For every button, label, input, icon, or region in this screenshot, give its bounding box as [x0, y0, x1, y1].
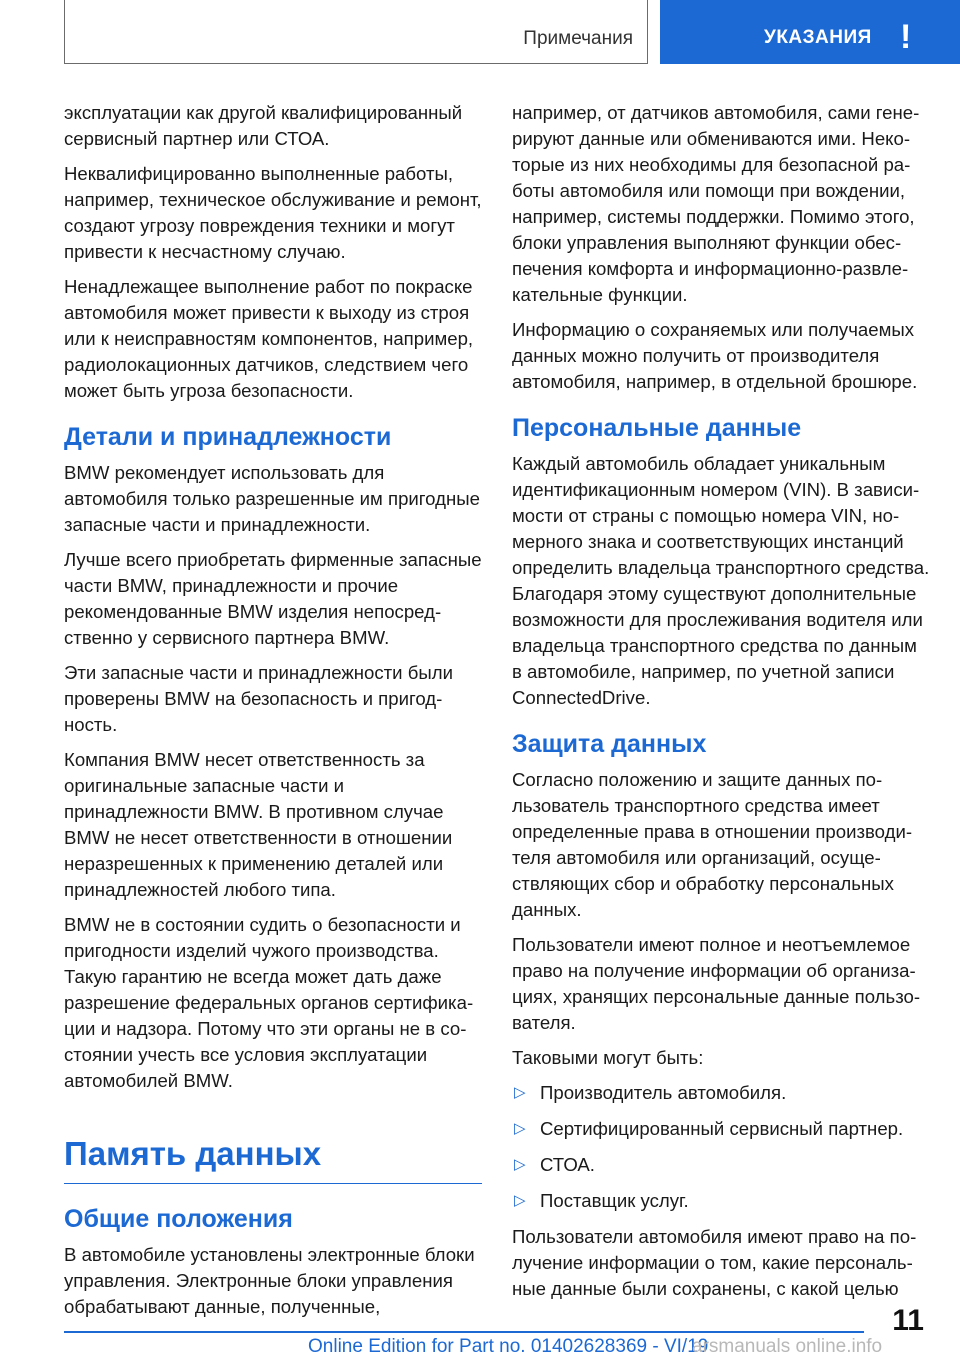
paragraph: В автомобиле установлены электронные блоки управления. Электронные блоки управления обрабатывают данные, полученные,	[64, 1244, 475, 1317]
watermark-text: arsmanuals online.info	[692, 1336, 883, 1357]
right-column	[512, 100, 930, 1311]
page-number: 11	[892, 1304, 924, 1337]
paragraph: Эти запасные части и принадлежности были проверены BMW на безопасность и пригодность.	[64, 662, 453, 735]
paragraph: например, от датчиков автомобиля, сами генерируют данные или обмениваются ими. Некоторые из них необходимы для безопасной работы автомобиля или помощи при вождении, например, системы поддержки. Помимо этого, блоки управления выполняют функции обеспечения комфорта и информационно-развлекательные функции.	[512, 102, 920, 305]
paragraph: Компания BMW несет ответственность за оригинальные запасные части и принадлежности BMW. В противном случае BMW не несет ответственности в отношении неразрешенных к применению деталей или принадлежностей любого типа.	[64, 749, 453, 900]
paragraph: Согласно положению и защите данных пользователь транспортного средства имеет определенные права в отношении производителя автомобиля или организаций, осуществляющих сбор и обработку персональных данных.	[512, 769, 913, 920]
list-item	[512, 1152, 930, 1178]
list-item	[512, 1188, 930, 1214]
footer-edition-text: Online Edition for Part no. 01402628369 - VI/19	[308, 1336, 709, 1357]
warning-exclamation-icon: !	[900, 18, 912, 56]
header-section-label: Примечания	[523, 28, 633, 49]
left-column	[64, 100, 482, 1329]
list-item-text: Поставщик услуг.	[540, 1190, 689, 1211]
list-item-text: Сертифицированный сервисный партнер.	[540, 1118, 904, 1139]
heading-data-memory: Память данных	[64, 1134, 482, 1184]
triangle-bullet-icon: ▷	[514, 1120, 526, 1137]
bullet-list	[512, 1080, 930, 1214]
paragraph: Каждый автомобиль обладает уникальным идентификационным номером (VIN). В зависимости от страны с помощью номера VIN, номерного знака и соответствующих инстанций определить владельца транспортного средства. Благодаря этому существуют дополнительные возможности для прослеживания водителя или владельца транспортного средства по данным в автомобиле, например, по учетной записи ConnectedDrive.	[512, 453, 930, 708]
paragraph: Неквалифицированно выполненные работы, например, техническое обслуживание и ремонт, создают угрозу повреждения техники и могут привести к несчастному случаю.	[64, 163, 482, 262]
footer-divider	[64, 1331, 864, 1333]
heading-personal-data: Персональные данные	[512, 414, 802, 442]
list-item-text: Производитель автомобиля.	[540, 1082, 787, 1103]
paragraph: BMW рекомендует использовать для автомобиля только разрешенные им пригодные запасные части и принадлежности.	[64, 462, 480, 535]
paragraph: Лучше всего приобретать фирменные запасные части BMW, принадлежности и прочие рекомендованные BMW изделия непосредственно у сервисного партнера BMW.	[64, 549, 482, 648]
heading-data-protection: Защита данных	[512, 730, 707, 758]
list-item	[512, 1116, 930, 1142]
header-tab	[660, 0, 960, 64]
triangle-bullet-icon: ▷	[514, 1192, 526, 1209]
paragraph: Ненадлежащее выполнение работ по покраске автомобиля может привести к выходу из строя или к неисправностям компонентов, например, радиолокационных датчиков, следствием чего может быть угроза безопасности.	[64, 276, 474, 401]
triangle-bullet-icon: ▷	[514, 1084, 526, 1101]
paragraph: Информацию о сохраняемых или получаемых данных можно получить от производителя автомобиля, например, в отдельной брошюре.	[512, 319, 918, 392]
paragraph: Пользователи автомобиля имеют право на получение информации о том, какие персональные данные были сохранены, с какой целью	[512, 1226, 917, 1299]
paragraph: Пользователи имеют полное и неотъемлемое право на получение информации об организациях, хранящих персональные данные пользователя.	[512, 934, 921, 1033]
paragraph: Таковыми могут быть:	[512, 1047, 704, 1068]
header-section-box	[64, 0, 648, 64]
paragraph: BMW не в состоянии судить о безопасности и пригодности изделий чужого производства. Такую гарантию не всегда может дать даже разрешение федеральных органов сертификации и надзора. Потому что эти органы не в состоянии учесть все условия эксплуатации автомобилей BMW.	[64, 914, 474, 1091]
heading-parts-accessories: Детали и принадлежности	[64, 423, 392, 451]
header-tab-label: УКАЗАНИЯ	[764, 27, 872, 48]
paragraph: эксплуатации как другой квалифицированный сервисный партнер или СТОА.	[64, 102, 463, 149]
list-item-text: СТОА.	[540, 1154, 595, 1175]
list-item	[512, 1080, 930, 1106]
heading-general-provisions: Общие положения	[64, 1205, 293, 1233]
triangle-bullet-icon: ▷	[514, 1156, 526, 1173]
